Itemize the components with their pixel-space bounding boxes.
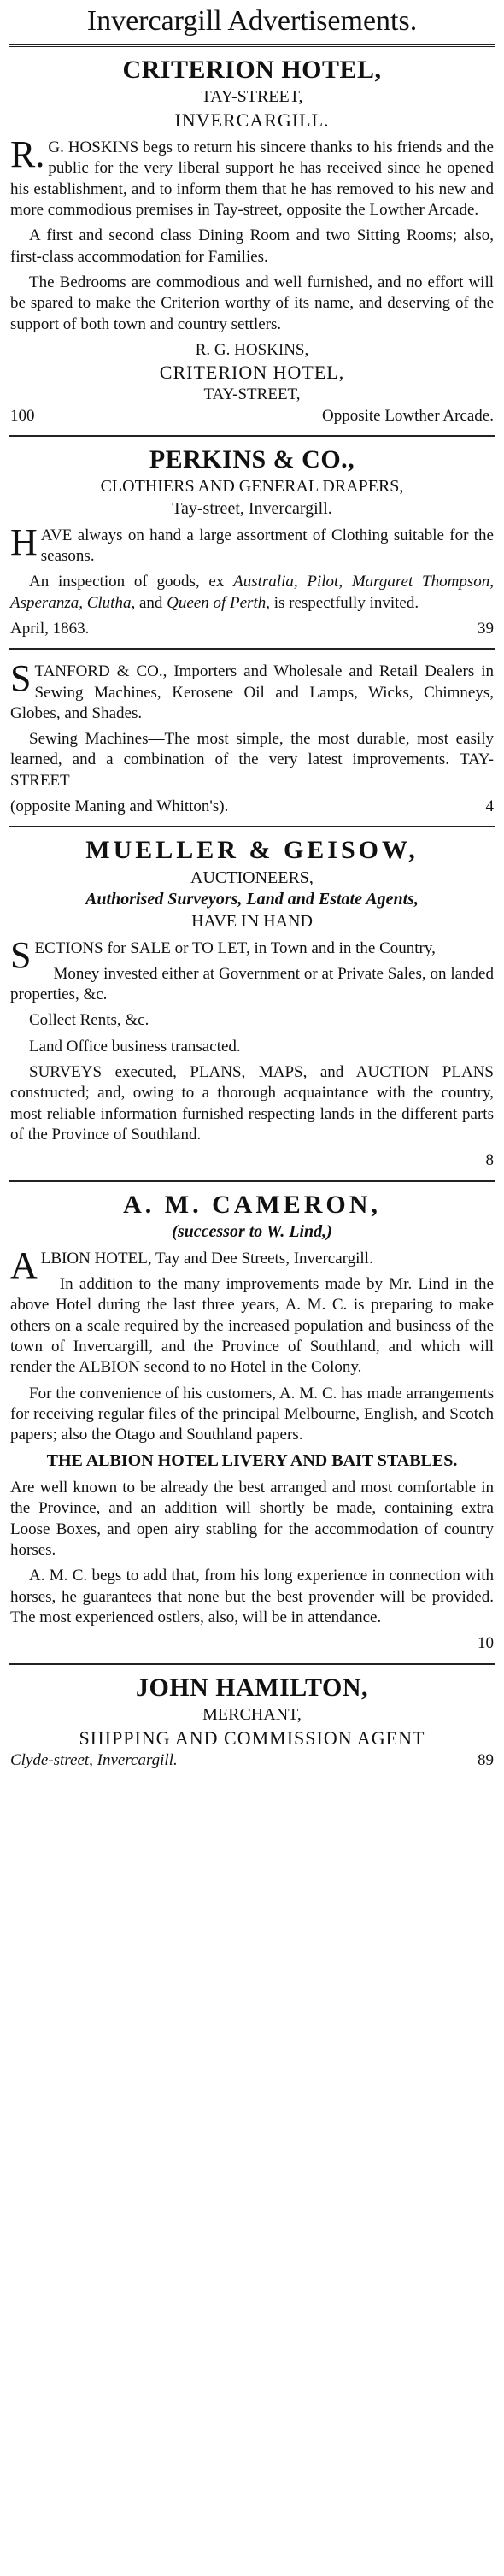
ad-paragraph: HAVE always on hand a large assortment of Clothing suitable for the seasons. — [10, 520, 494, 565]
ad-paragraph: A first and second class Dining Room and two Sitting Rooms; also, first-class accommodation for Families. — [10, 226, 494, 266]
ad-signature: R. G. HOSKINS, — [195, 340, 309, 359]
ad-paragraph — [10, 729, 494, 791]
ad-street: Tay-street, Invercargill. — [172, 499, 332, 519]
ad-perkins — [9, 437, 495, 650]
ad-title: CRITERION HOTEL, — [122, 56, 382, 84]
ad-paragraph: The Bedrooms are commodious and well furnished, and no effort will be spared to make the Criterion worthy of its name, and deserving of the support of both town and country settlers. — [10, 273, 494, 333]
ad-footer — [10, 406, 494, 426]
ad-paragraph: Money invested either at Government or at Private Sales, on landed properties, &c. — [10, 964, 494, 1004]
ad-title: PERKINS & CO., — [149, 445, 355, 474]
ad-address: Opposite Lowther Arcade. — [321, 406, 494, 425]
ad-paragraph: SURVEYS executed, PLANS, MAPS, and AUCTION PLANS constructed; and, owing to a thorough acquaintance with the country, most reliable information furnished respecting lands in the different parts of the Province of Southland. — [10, 1063, 494, 1144]
ship-names: Australia, Pilot, Margaret Thompson, Asperanza, Clutha, — [10, 573, 494, 612]
ad-town: INVERCARGILL. — [174, 109, 330, 131]
ad-footer — [10, 619, 494, 639]
ad-title: JOHN HAMILTON, — [135, 1673, 369, 1702]
ad-paragraph: Are well known to be already the best arranged and most comfortable in the Province, and an addition will shortly be made, containing extra Loose Boxes, and open airy stabling for the accommodation of country horses. — [10, 1479, 494, 1559]
ad-number: 100 — [10, 406, 35, 425]
ad-number: 8 — [485, 1151, 494, 1170]
text-fragment: An inspection of goods, ex — [29, 573, 225, 591]
page-header: Invercargill Advertisements. — [9, 0, 495, 47]
ad-paragraph: R.G. HOSKINS begs to return his sincere thanks to his friends and the public for the very liberal support he has received since he opened his establishment, and to inform them that he has removed to his new and more commodious premises in Tay-street, opposite the Lowther Arcade. — [10, 133, 494, 220]
ad-subtitle: CLOTHIERS AND GENERAL DRAPERS, — [100, 477, 404, 497]
ad-date: April, 1863. — [10, 619, 90, 638]
ad-criterion-hotel — [9, 47, 495, 437]
text-fragment: Sewing Machines—The most simple, the most durable, most easily learned, and a combination of the very latest improvements. — [10, 730, 494, 769]
ad-hamilton — [9, 1665, 495, 1779]
ad-paragraph: ALBION HOTEL, Tay and Dee Streets, Invercargill. — [10, 1244, 373, 1286]
ad-subtitle: AUCTIONEERS, — [190, 867, 314, 887]
ad-paragraph: A. M. C. begs to add that, from his long experience in connection with horses, he guarantees that none but the best provender will be provided. The most experienced ostlers, also, will be in attendance. — [10, 1567, 494, 1626]
ad-paragraph: SECTIONS for SALE or TO LET, in Town and in the Country, — [10, 933, 436, 976]
ad-number: 10 — [478, 1634, 494, 1653]
ad-paragraph: Collect Rents, &c. — [29, 1011, 149, 1030]
ad-number: 4 — [485, 797, 494, 816]
ad-paragraph: Land Office business transacted. — [29, 1037, 241, 1056]
ad-paragraph: In addition to the many improvements made by Mr. Lind in the above Hotel during the last three years, A. M. C. is preparing to make others on a scale required by the increased population and business of the town of Invercargill, and the Province of Southland, and which will render the ALBION second to no Hotel in the Colony. — [10, 1274, 494, 1377]
ad-title: MUELLER & GEISOW, — [85, 836, 419, 865]
ad-street: Clyde-street, Invercargill. — [10, 1750, 178, 1769]
ad-title: A. M. CAMERON, — [123, 1190, 381, 1219]
text-fragment: (opposite Maning and Whitton's). — [10, 797, 229, 816]
ad-footer — [10, 797, 494, 817]
ad-paragraph: STANFORD & CO., Importers and Wholesale and Retail Dealers in Sewing Machines, Kerosene Oil and Lamps, Wicks, Chimneys, Globes, and Shades. — [10, 657, 494, 722]
ad-cameron — [9, 1182, 495, 1665]
ship-name: Queen of Perth, — [167, 593, 270, 612]
ad-subtitle: MERCHANT, — [202, 1704, 302, 1724]
ad-tagline: Authorised Surveyors, Land and Estate Agents, — [85, 890, 419, 909]
ad-subtitle: (successor to W. Lind,) — [172, 1222, 332, 1242]
ad-tagline: SHIPPING AND COMMISSION AGENT — [79, 1726, 425, 1749]
ad-number: 89 — [478, 1750, 494, 1769]
ad-stanford — [9, 650, 495, 827]
ad-subtitle: HAVE IN HAND — [191, 911, 313, 931]
text-fragment: is respectfully invited. — [273, 593, 419, 612]
ad-paragraph — [10, 572, 494, 614]
ad-street: TAY-STREET — [10, 750, 494, 790]
ad-signature: CRITERION HOTEL, — [159, 362, 345, 384]
ad-number: 39 — [478, 619, 494, 638]
ad-signature: TAY-STREET, — [203, 385, 301, 404]
ad-paragraph: For the convenience of his customers, A. M. C. has made arrangements for receiving regular files of the principal Melbourne, English, and Scotch papers; also the Otago and Southland papers. — [10, 1384, 494, 1444]
ad-footer — [10, 1750, 494, 1771]
ad-section-title: THE ALBION HOTEL LIVERY AND BAIT STABLES. — [46, 1451, 458, 1471]
ad-mueller-geisow — [9, 827, 495, 1181]
ad-street: TAY-STREET, — [201, 87, 303, 107]
text-fragment: and — [138, 593, 163, 612]
